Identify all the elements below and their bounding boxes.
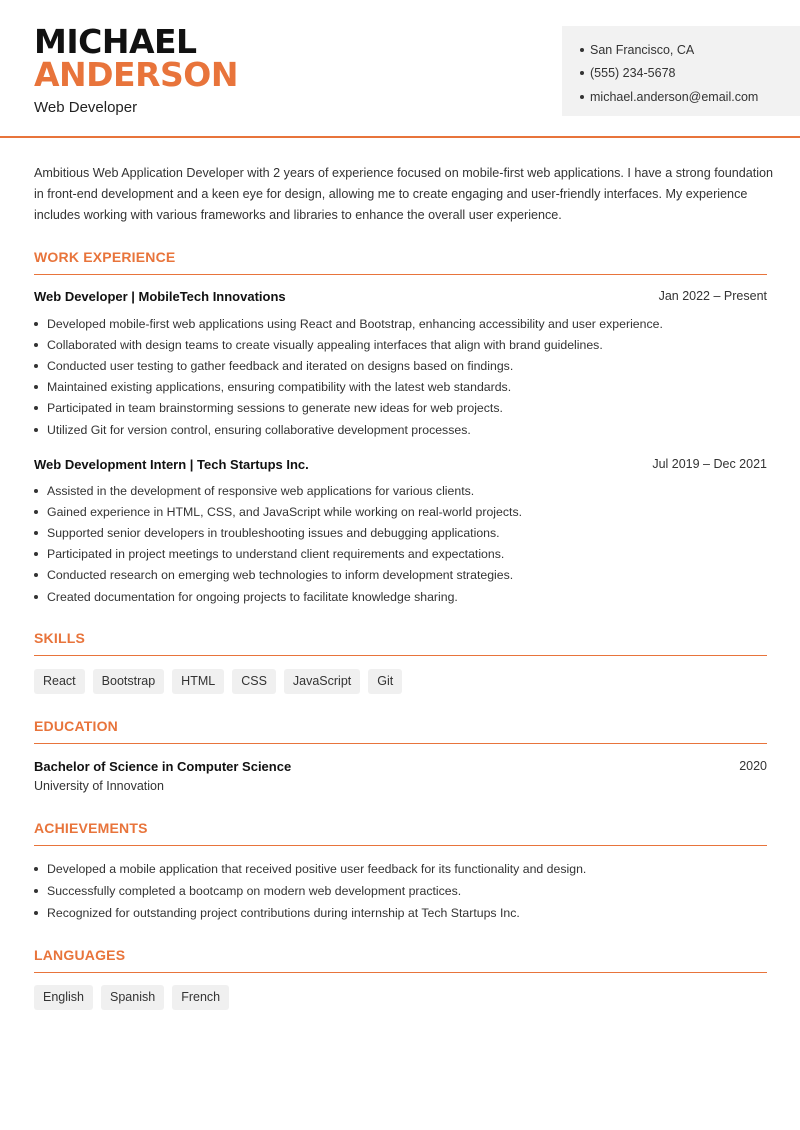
section-title-skills: SKILLS [34, 630, 767, 656]
job-title: Web Developer | MobileTech Innovations [34, 289, 286, 304]
bullet-icon [34, 489, 38, 493]
bullet-icon [34, 911, 38, 915]
language-tag: French [172, 985, 229, 1010]
list-item-text: Assisted in the development of responsive web applications for various clients. [47, 483, 475, 498]
school-name: University of Innovation [34, 779, 164, 793]
job-role: Web Developer [34, 99, 138, 116]
bullet-icon [34, 595, 38, 599]
bullet-icon [580, 48, 584, 52]
contact-location [580, 38, 800, 62]
list-item [34, 334, 774, 355]
list-item [34, 902, 774, 924]
contact-location-text: San Francisco, CA [590, 42, 695, 57]
skill-tag: React [34, 669, 85, 694]
contact-phone [580, 62, 800, 86]
contact-phone-text: (555) 234-5678 [590, 66, 676, 81]
job-date: Jul 2019 – Dec 2021 [652, 457, 767, 471]
bullet-icon [34, 510, 38, 514]
degree-title: Bachelor of Science in Computer Science [34, 759, 292, 774]
job-bullets [34, 313, 774, 440]
list-item [34, 544, 774, 565]
education-header [34, 759, 767, 774]
job-bullets [34, 480, 774, 607]
list-item [34, 355, 774, 376]
bullet-icon [34, 385, 38, 389]
bullet-icon [34, 552, 38, 556]
skill-tag: Bootstrap [93, 669, 165, 694]
list-item-text: Supported senior developers in troubleshooting issues and debugging applications. [47, 525, 500, 540]
skills-list [34, 669, 402, 694]
skill-tag: CSS [232, 669, 276, 694]
job-header [34, 457, 767, 472]
summary-text: Ambitious Web Application Developer with 2 years of experience focused on mobile-first web applications. I have a strong foundation in front-end development and a keen eye for design, allowing me to create engaging and user-friendly interfaces. My experience includes working with various frameworks and libraries to enhance the overall user experience. [34, 166, 774, 222]
bullet-icon [580, 95, 584, 99]
skill-tag: Git [368, 669, 402, 694]
skill-tag: HTML [172, 669, 224, 694]
job-header [34, 289, 767, 304]
language-tag: Spanish [101, 985, 164, 1010]
list-item-text: Maintained existing applications, ensuring compatibility with the latest web standards. [47, 380, 512, 395]
graduation-year: 2020 [739, 759, 767, 773]
skill-tag: JavaScript [284, 669, 360, 694]
list-item-text: Participated in team brainstorming sessions to generate new ideas for web projects. [47, 401, 503, 416]
contact-box [562, 26, 800, 116]
list-item-text: Gained experience in HTML, CSS, and JavaScript while working on real-world projects. [47, 504, 523, 519]
contact-email-text[interactable]: michael.anderson@email.com [590, 89, 759, 104]
contact-email[interactable] [580, 85, 800, 109]
section-title-languages: LANGUAGES [34, 947, 767, 973]
achievement-bullets [34, 858, 774, 924]
list-item-text: Developed mobile-first web applications using React and Bootstrap, enhancing accessibility and user experience. [47, 316, 663, 331]
list-item-text: Collaborated with design teams to create visually appealing interfaces that align with brand guidelines. [47, 337, 603, 352]
list-item-text: Utilized Git for version control, ensuring collaborative development processes. [47, 422, 471, 437]
bullet-icon [34, 889, 38, 893]
section-title-work: WORK EXPERIENCE [34, 249, 767, 275]
list-item-text: Developed a mobile application that received positive user feedback for its functionality and design. [47, 862, 587, 876]
list-item [34, 586, 774, 607]
last-name: ANDERSON [34, 55, 238, 94]
list-item [34, 858, 774, 880]
bullet-icon [580, 71, 584, 75]
bullet-icon [34, 364, 38, 368]
list-item [34, 419, 774, 440]
first-name: MICHAEL [34, 22, 197, 61]
list-item-text: Participated in project meetings to understand client requirements and expectations. [47, 547, 505, 562]
list-item [34, 565, 774, 586]
bullet-icon [34, 531, 38, 535]
list-item-text: Conducted research on emerging web technologies to inform development strategies. [47, 568, 514, 583]
list-item [34, 501, 774, 522]
list-item [34, 377, 774, 398]
list-item [34, 880, 774, 902]
list-item [34, 480, 774, 501]
list-item-text: Conducted user testing to gather feedback and iterated on designs based on findings. [47, 358, 514, 373]
language-tag: English [34, 985, 93, 1010]
job-title: Web Development Intern | Tech Startups Inc. [34, 457, 309, 472]
list-item [34, 522, 774, 543]
bullet-icon [34, 573, 38, 577]
list-item [34, 313, 774, 334]
languages-list [34, 985, 229, 1010]
bullet-icon [34, 867, 38, 871]
list-item-text: Successfully completed a bootcamp on modern web development practices. [47, 884, 462, 898]
list-item-text: Recognized for outstanding project contributions during internship at Tech Startups Inc. [47, 906, 520, 920]
bullet-icon [34, 428, 38, 432]
bullet-icon [34, 343, 38, 347]
resume-header [0, 0, 800, 138]
section-title-achievements: ACHIEVEMENTS [34, 820, 767, 846]
section-title-education: EDUCATION [34, 718, 767, 744]
list-item [34, 398, 774, 419]
job-date: Jan 2022 – Present [658, 289, 767, 303]
list-item-text: Created documentation for ongoing projects to facilitate knowledge sharing. [47, 589, 458, 604]
bullet-icon [34, 406, 38, 410]
bullet-icon [34, 322, 38, 326]
